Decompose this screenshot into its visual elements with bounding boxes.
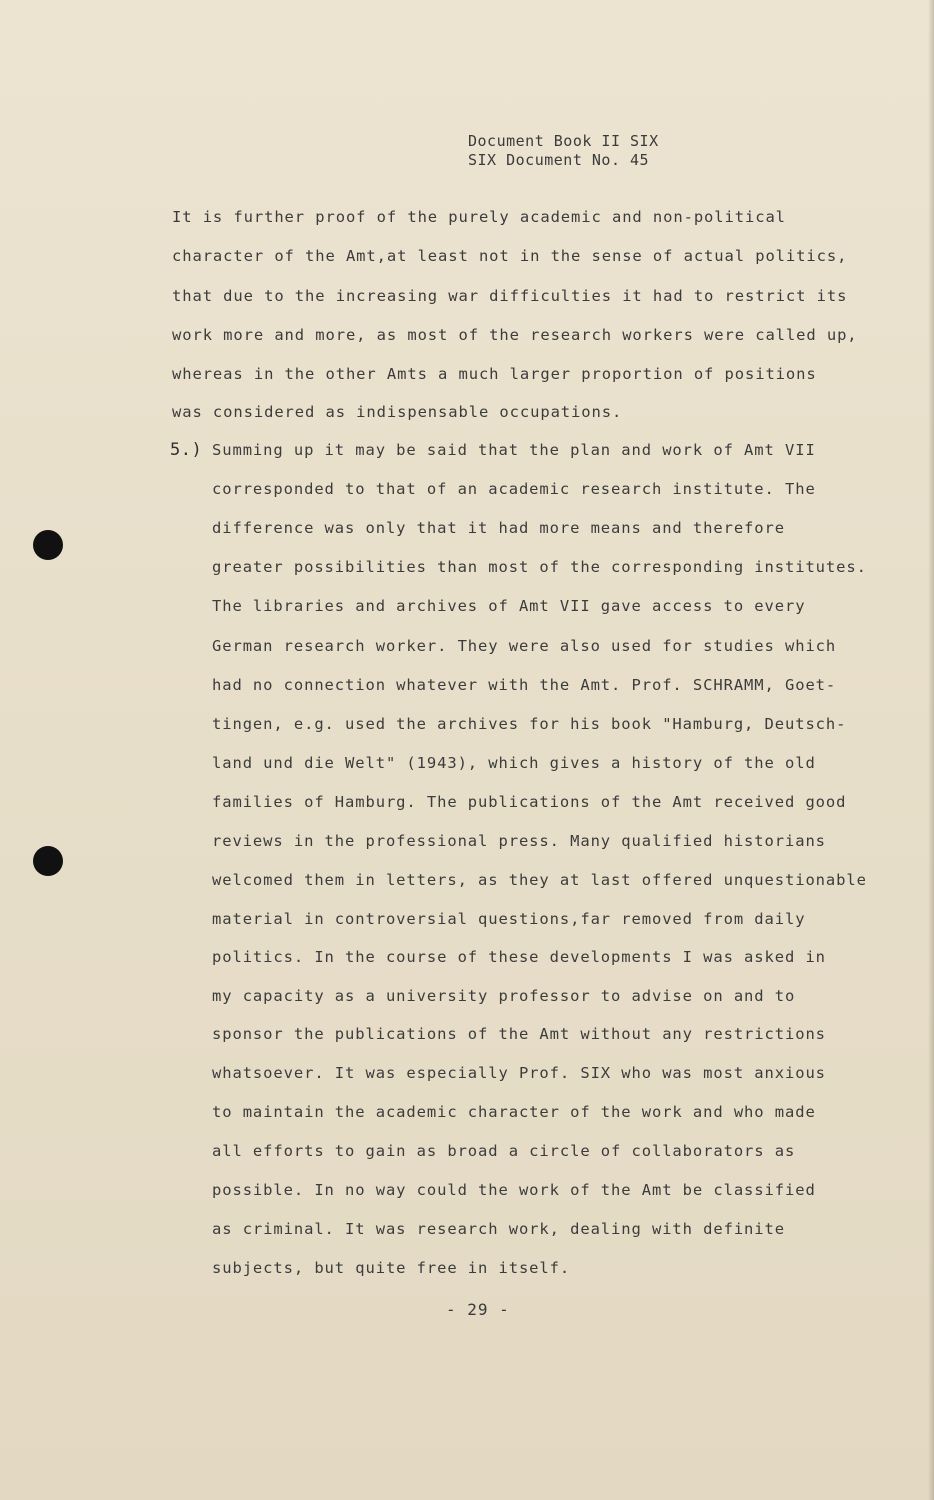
paragraph-line: subjects, but quite free in itself. <box>212 1259 571 1277</box>
paragraph-line: land und die Welt" (1943), which gives a history of the old <box>212 754 816 772</box>
paragraph-line: German research worker. They were also used for studies which <box>212 637 837 655</box>
paragraph-line: whatsoever. It was especially Prof. SIX who was most anxious <box>212 1064 826 1082</box>
header-document-book: Document Book II SIX <box>468 132 659 150</box>
page-edge-shadow <box>928 0 934 1500</box>
paragraph-number: 5.) <box>170 440 203 460</box>
paragraph-line: The libraries and archives of Amt VII gave access to every <box>212 597 806 615</box>
page-number: - 29 - <box>446 1300 510 1319</box>
paragraph-line: character of the Amt,at least not in the sense of actual politics, <box>172 247 848 265</box>
paragraph-line: work more and more, as most of the research workers were called up, <box>172 326 858 344</box>
paragraph-line: that due to the increasing war difficulties it had to restrict its <box>172 287 848 305</box>
paragraph-line: corresponded to that of an academic research institute. The <box>212 480 816 498</box>
paragraph-line: greater possibilities than most of the corresponding institutes. <box>212 558 867 576</box>
paragraph-line: Summing up it may be said that the plan and work of Amt VII <box>212 441 816 459</box>
paragraph-line: possible. In no way could the work of the Amt be classified <box>212 1181 816 1199</box>
header-document-number: SIX Document No. 45 <box>468 151 650 169</box>
paragraph-line: reviews in the professional press. Many qualified historians <box>212 832 826 850</box>
paragraph-line: families of Hamburg. The publications of the Amt received good <box>212 793 847 811</box>
paragraph-line: sponsor the publications of the Amt without any restrictions <box>212 1025 826 1043</box>
paragraph-line: to maintain the academic character of the work and who made <box>212 1103 816 1121</box>
paragraph-line: was considered as indispensable occupations. <box>172 403 623 421</box>
paragraph-line: had no connection whatever with the Amt. Prof. SCHRAMM, Goet- <box>212 676 837 694</box>
paragraph-line: my capacity as a university professor to advise on and to <box>212 987 796 1005</box>
punch-hole <box>33 530 63 560</box>
paragraph-line: whereas in the other Amts a much larger proportion of positions <box>172 365 817 383</box>
paragraph-line: as criminal. It was research work, dealing with definite <box>212 1220 785 1238</box>
paragraph-line: material in controversial questions,far removed from daily <box>212 910 806 928</box>
paragraph-line: It is further proof of the purely academic and non-political <box>172 208 786 226</box>
paragraph-line: difference was only that it had more means and therefore <box>212 519 785 537</box>
paragraph-line: politics. In the course of these developments I was asked in <box>212 948 826 966</box>
paragraph-line: tingen, e.g. used the archives for his book "Hamburg, Deutsch- <box>212 715 847 733</box>
paragraph-line: welcomed them in letters, as they at last offered unquestionable <box>212 871 867 889</box>
punch-hole <box>33 846 63 876</box>
paragraph-line: all efforts to gain as broad a circle of collaborators as <box>212 1142 796 1160</box>
